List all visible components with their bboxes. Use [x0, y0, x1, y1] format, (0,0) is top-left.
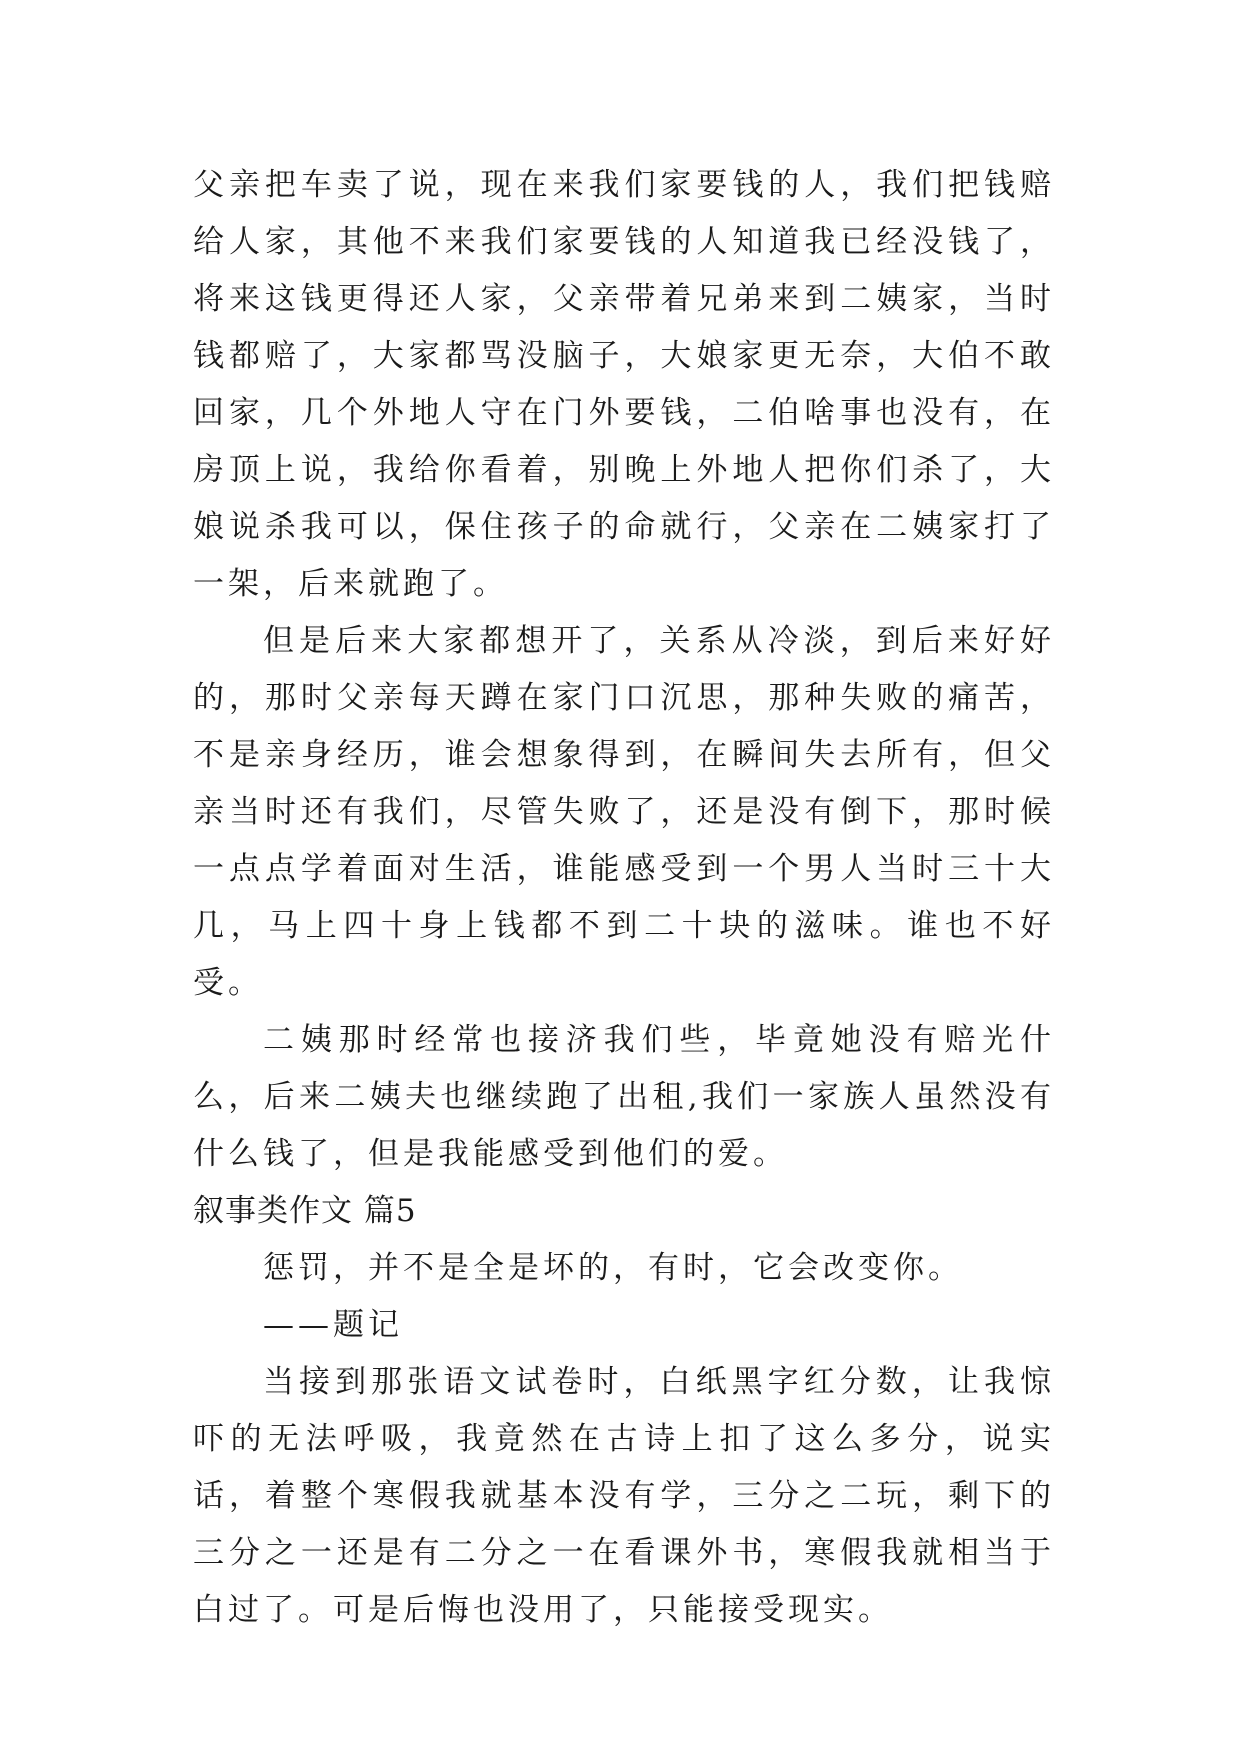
paragraph-2: 但是后来大家都想开了，关系从冷淡，到后来好好的，那时父亲每天蹲在家门口沉思，那种失败的痛苦，不是亲身经历，谁会想象得到，在瞬间失去所有，但父亲当时还有我们，尽管失败了，还是没有倒下，那时候一点点学着面对生活，谁能感受到一个男人当时三十大几，马上四十身上钱都不到二十块的滋味。谁也不好受。 — [193, 623, 1055, 1001]
paragraph-4: 当接到那张语文试卷时，白纸黑字红分数，让我惊吓的无法呼吸，我竟然在古诗上扣了这么多分，说实话，着整个寒假我就基本没有学，三分之二玩，剩下的三分之一还是有二分之一在看课外书，寒假我就相当于白过了。可是后悔也没用了，只能接受现实。 — [193, 1364, 1055, 1628]
section-heading: 叙事类作文 篇5 — [193, 1193, 417, 1229]
paragraph-1: 父亲把车卖了说，现在来我们家要钱的人，我们把钱赔给人家，其他不来我们家要钱的人知道我已经没钱了，将来这钱更得还人家，父亲带着兄弟来到二姨家，当时钱都赔了，大家都骂没脑子，大娘家更无奈，大伯不敢回家，几个外地人守在门外要钱，二伯啥事也没有，在房顶上说，我给你看着，别晚上外地人把你们杀了，大娘说杀我可以，保住孩子的命就行，父亲在二姨家打了一架，后来就跑了。 — [193, 167, 1055, 602]
epigraph: 惩罚，并不是全是坏的，有时，它会改变你。 — [263, 1250, 963, 1286]
paragraph-3: 二姨那时经常也接济我们些，毕竟她没有赔光什么，后来二姨夫也继续跑了出租,我们一家族人虽然没有什么钱了，但是我能感受到他们的爱。 — [193, 1022, 1055, 1172]
epigraph-source: ——题记 — [263, 1307, 403, 1343]
document-body — [193, 157, 1055, 1639]
